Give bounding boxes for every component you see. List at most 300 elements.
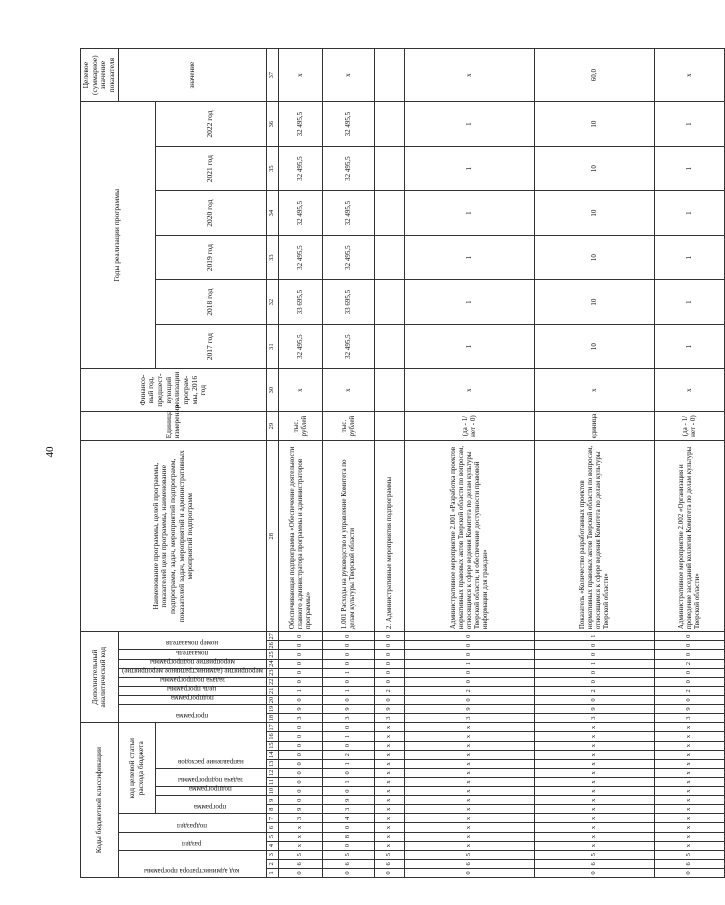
col-number: 11 xyxy=(266,777,278,786)
code-digit: 0 xyxy=(534,668,654,677)
code-digit: х xyxy=(654,759,724,768)
code-digit: 1 xyxy=(322,686,374,695)
code-digit: х xyxy=(534,823,654,832)
col-number: 21 xyxy=(266,686,278,695)
code-digit: х xyxy=(404,732,534,741)
code-digit: 0 xyxy=(654,650,724,659)
col-number: 35 xyxy=(266,146,278,191)
row-unit: тыс. рублей xyxy=(278,411,322,441)
code-digit: 0 xyxy=(278,868,322,877)
code-digit: 0 xyxy=(654,641,724,650)
code-digit: х xyxy=(374,796,404,805)
col-number: 29 xyxy=(266,411,278,441)
code-digit: 0 xyxy=(404,650,534,659)
code-digit: 5 xyxy=(404,850,534,859)
code-digit: 6 xyxy=(322,859,374,868)
code-digit: х xyxy=(404,814,534,823)
table-row xyxy=(374,49,404,878)
code-digit: 0 xyxy=(278,768,322,777)
row-name: Показатель «Количество разработанных проектов нормативных правовых актов Тверской области по вопросам, относящимся к сфере ведения Комитета по делам культуры Тверской области» xyxy=(534,441,654,632)
code-digit: 9 xyxy=(322,796,374,805)
col-number: 3 xyxy=(266,850,278,859)
row-target: х xyxy=(654,49,724,102)
col-number: 7 xyxy=(266,814,278,823)
row-year-value: 32 495,5 xyxy=(278,191,322,236)
hdr-an-indicator-text: показатель xyxy=(175,648,209,657)
row-year-value xyxy=(374,280,404,325)
hdr-section xyxy=(118,832,266,850)
code-digit: х xyxy=(374,777,404,786)
hdr-unit: Единица измерения xyxy=(81,411,267,441)
code-digit: 3 xyxy=(322,714,374,723)
table-row xyxy=(534,49,654,878)
code-digit: х xyxy=(404,823,534,832)
col-number: 32 xyxy=(266,280,278,325)
hdr-y2017: 2017 год xyxy=(155,324,266,369)
hdr-an-program xyxy=(118,704,266,722)
code-digit: 2 xyxy=(322,750,374,759)
row-year-value xyxy=(374,191,404,236)
hdr-subsection-text: подраздел xyxy=(177,821,208,830)
row-unit xyxy=(374,411,404,441)
row-unit: (да - 1/ нет - 0) xyxy=(404,411,534,441)
code-digit: 3 xyxy=(278,814,322,823)
code-digit: х xyxy=(654,814,724,823)
hdr-direction-text: направление расходов xyxy=(177,757,244,766)
hdr-name: Наименование программы, целей программы, показателей цели программы, наименование подпрограмм, задач, мероприятий подпрограмм, показателей задач, мероприятий и административных мероприятий подпрограмм xyxy=(81,441,267,632)
code-digit: х xyxy=(404,750,534,759)
row-year-value: 10 xyxy=(534,280,654,325)
code-digit: 1 xyxy=(322,777,374,786)
row-unit: единица xyxy=(534,411,654,441)
code-digit: 0 xyxy=(278,632,322,641)
col-number: 26 xyxy=(266,641,278,650)
col-number: 15 xyxy=(266,741,278,750)
code-digit: х xyxy=(374,750,404,759)
code-digit: 0 xyxy=(654,668,724,677)
table-row xyxy=(322,49,374,878)
hdr-y2018: 2018 год xyxy=(155,280,266,325)
row-name: 1.001 Расходы на руководство и управление Комитета по делам культуры Тверской области xyxy=(322,441,374,632)
code-digit: 0 xyxy=(404,632,534,641)
code-digit: 0 xyxy=(404,695,534,704)
col-number: 5 xyxy=(266,832,278,841)
hdr-y2021: 2021 год xyxy=(155,146,266,191)
col-number: 34 xyxy=(266,191,278,236)
code-digit: 0 xyxy=(404,641,534,650)
code-digit: х xyxy=(374,841,404,850)
code-digit: 0 xyxy=(278,641,322,650)
hdr-analytic-code: Дополнительный аналитический код xyxy=(81,632,119,723)
hdr-y2022: 2022 год xyxy=(155,102,266,147)
col-number: 27 xyxy=(266,632,278,641)
code-digit: 0 xyxy=(534,695,654,704)
code-digit: 0 xyxy=(374,668,404,677)
code-digit: 2 xyxy=(374,686,404,695)
hdr-subprogram-text: подпрограмма xyxy=(189,785,232,794)
code-digit: 0 xyxy=(278,796,322,805)
code-digit: х xyxy=(654,823,724,832)
code-digit: х xyxy=(534,841,654,850)
col-number: 10 xyxy=(266,787,278,796)
code-digit: х xyxy=(534,768,654,777)
col-number: 4 xyxy=(266,841,278,850)
col-number: 9 xyxy=(266,796,278,805)
code-digit: х xyxy=(654,805,724,814)
row-year-value: 32 495,5 xyxy=(322,102,374,147)
col-number: 1 xyxy=(266,868,278,877)
hdr-admin-code-text: код администратора программы xyxy=(144,867,240,875)
row-unit: тыс. рублей xyxy=(322,411,374,441)
code-digit: х xyxy=(654,768,724,777)
code-digit: 5 xyxy=(534,850,654,859)
hdr-an-indicator-num xyxy=(118,632,266,650)
code-digit: х xyxy=(654,796,724,805)
hdr-program xyxy=(155,796,266,814)
code-digit: 0 xyxy=(534,641,654,650)
code-digit: 4 xyxy=(322,814,374,823)
code-digit: х xyxy=(654,777,724,786)
row-year-value: 32 495,5 xyxy=(278,102,322,147)
row-year-value: 1 xyxy=(654,146,724,191)
row-name: Административное мероприятие 2.002 «Организация и проведение заседаний коллегии Комитета по делам культуры Тверской области» xyxy=(654,441,724,632)
code-digit: 9 xyxy=(278,805,322,814)
row-year-value: 1 xyxy=(404,324,534,369)
row-year-value: 1 xyxy=(404,146,534,191)
code-digit: х xyxy=(404,832,534,841)
code-digit: х xyxy=(404,796,534,805)
row-year-value: 32 495,5 xyxy=(322,146,374,191)
code-digit: 0 xyxy=(322,677,374,686)
code-digit: 0 xyxy=(278,777,322,786)
col-number: 36 xyxy=(266,102,278,147)
code-digit: х xyxy=(404,777,534,786)
code-digit: 9 xyxy=(278,704,322,713)
row-year-value: 1 xyxy=(654,102,724,147)
code-digit: х xyxy=(404,768,534,777)
row-year-value: 1 xyxy=(654,324,724,369)
col-number: 16 xyxy=(266,732,278,741)
row-year-value: 32 495,5 xyxy=(278,235,322,280)
code-digit: х xyxy=(534,750,654,759)
code-digit: 0 xyxy=(322,841,374,850)
code-digit: 1 xyxy=(322,732,374,741)
row-year-value: 1 xyxy=(404,280,534,325)
row-target: х xyxy=(322,49,374,102)
hdr-target: Целевое (суммарное) значение показателя xyxy=(81,49,119,102)
code-digit: 2 xyxy=(654,686,724,695)
code-digit: 3 xyxy=(404,714,534,723)
row-year-value: 32 495,5 xyxy=(322,235,374,280)
col-number: 12 xyxy=(266,768,278,777)
hdr-csr: код целевой статьи расхода бюджета xyxy=(118,723,155,814)
row-year-value: 32 495,5 xyxy=(278,146,322,191)
col-number: 30 xyxy=(266,369,278,411)
code-digit: 5 xyxy=(278,850,322,859)
code-digit: 9 xyxy=(404,704,534,713)
code-digit: х xyxy=(534,741,654,750)
table-row xyxy=(654,49,724,878)
code-digit: х xyxy=(534,814,654,823)
row-target xyxy=(374,49,404,102)
table-row xyxy=(278,49,322,878)
code-digit: 0 xyxy=(654,868,724,877)
row-target: х xyxy=(404,49,534,102)
code-digit: 0 xyxy=(322,868,374,877)
hdr-subsection xyxy=(118,814,266,832)
hdr-admin-code xyxy=(118,850,266,877)
code-digit: 0 xyxy=(278,787,322,796)
code-digit: х xyxy=(654,723,724,732)
hdr-subprogram xyxy=(155,787,266,796)
page-number: 40 xyxy=(44,446,56,458)
code-digit: 0 xyxy=(654,695,724,704)
rotated-table-container xyxy=(80,48,702,878)
code-digit: 6 xyxy=(534,859,654,868)
code-digit: х xyxy=(654,741,724,750)
code-digit: 0 xyxy=(374,632,404,641)
code-digit: 0 xyxy=(322,650,374,659)
code-digit: х xyxy=(534,805,654,814)
code-digit: 0 xyxy=(374,659,404,668)
code-digit: 0 xyxy=(534,650,654,659)
row-year-value: 32 495,5 xyxy=(278,324,322,369)
code-digit: 0 xyxy=(374,677,404,686)
code-digit: 0 xyxy=(278,732,322,741)
code-digit: 1 xyxy=(322,759,374,768)
code-digit: х xyxy=(534,723,654,732)
code-digit: 0 xyxy=(278,741,322,750)
row-year-value: 1 xyxy=(404,191,534,236)
hdr-years: Годы реализации программы xyxy=(81,102,156,369)
code-digit: 0 xyxy=(654,632,724,641)
hdr-an-event-text: мероприятие (административное мероприятие) xyxy=(121,666,263,675)
code-digit: 0 xyxy=(322,787,374,796)
code-digit: х xyxy=(654,732,724,741)
code-digit: 0 xyxy=(374,695,404,704)
code-digit: х xyxy=(278,823,322,832)
hdr-task-subprogram xyxy=(155,768,266,786)
hdr-an-event-sub-text: мероприятие подпрограммы xyxy=(149,657,235,666)
hdr-y2020: 2020 год xyxy=(155,191,266,236)
code-digit: х xyxy=(404,805,534,814)
row-base: х xyxy=(654,369,724,411)
code-digit: 2 xyxy=(404,686,534,695)
hdr-an-subprogram-text: подпрограмма xyxy=(170,693,214,702)
code-digit: 3 xyxy=(322,805,374,814)
code-digit: х xyxy=(654,787,724,796)
code-digit: 5 xyxy=(374,850,404,859)
hdr-direction xyxy=(155,723,266,769)
code-digit: 8 xyxy=(322,832,374,841)
col-number: 37 xyxy=(266,49,278,102)
row-year-value: 1 xyxy=(654,280,724,325)
code-digit: 0 xyxy=(404,677,534,686)
code-digit: 1 xyxy=(534,632,654,641)
row-base: х xyxy=(534,369,654,411)
code-digit: 0 xyxy=(322,632,374,641)
row-year-value: 10 xyxy=(534,235,654,280)
code-digit: х xyxy=(374,732,404,741)
row-name: 2. Административные мероприятия подпрограммы xyxy=(374,441,404,632)
hdr-an-task-program-text: цель программы xyxy=(167,684,217,693)
row-base: х xyxy=(404,369,534,411)
row-year-value: 10 xyxy=(534,146,654,191)
code-digit: х xyxy=(278,832,322,841)
hdr-task-subprogram-text: задача подпрограммы xyxy=(178,776,244,785)
code-digit: 9 xyxy=(654,704,724,713)
hdr-an-program-text: программа xyxy=(175,712,209,721)
row-year-value xyxy=(374,235,404,280)
code-digit: х xyxy=(534,832,654,841)
col-number: 8 xyxy=(266,805,278,814)
row-base: х xyxy=(278,369,322,411)
code-digit: 0 xyxy=(278,659,322,668)
code-digit: х xyxy=(534,796,654,805)
code-digit: 0 xyxy=(534,677,654,686)
code-digit: 0 xyxy=(322,641,374,650)
col-number: 28 xyxy=(266,441,278,632)
code-digit: 0 xyxy=(534,868,654,877)
code-digit: 0 xyxy=(374,868,404,877)
row-year-value: 32 495,5 xyxy=(322,191,374,236)
row-base xyxy=(374,369,404,411)
code-digit: 0 xyxy=(278,695,322,704)
code-digit: х xyxy=(374,805,404,814)
code-digit: 3 xyxy=(534,714,654,723)
row-year-value: 1 xyxy=(654,235,724,280)
row-year-value: 1 xyxy=(404,235,534,280)
code-digit: х xyxy=(534,787,654,796)
code-digit: 1 xyxy=(322,668,374,677)
row-year-value: 1 xyxy=(404,102,534,147)
hdr-an-task-sub-text: задача подпрограммы xyxy=(159,675,225,684)
col-number: 13 xyxy=(266,759,278,768)
code-digit: 5 xyxy=(654,850,724,859)
hdr-an-indicator-num-text: номер показателя xyxy=(165,639,219,648)
col-number: 2 xyxy=(266,859,278,868)
code-digit: х xyxy=(374,723,404,732)
code-digit: х xyxy=(374,768,404,777)
code-digit: 2 xyxy=(534,686,654,695)
code-digit: 0 xyxy=(278,650,322,659)
code-digit: х xyxy=(374,814,404,823)
row-target: 60,0 xyxy=(534,49,654,102)
code-digit: 1 xyxy=(404,659,534,668)
col-number: 33 xyxy=(266,235,278,280)
code-digit: х xyxy=(654,832,724,841)
row-base: х xyxy=(322,369,374,411)
col-number: 20 xyxy=(266,695,278,704)
row-unit: (да - 1/ нет - 0) xyxy=(654,411,724,441)
code-digit: х xyxy=(534,732,654,741)
program-table xyxy=(80,48,725,878)
code-digit: х xyxy=(404,723,534,732)
code-digit: 2 xyxy=(654,659,724,668)
col-number: 22 xyxy=(266,677,278,686)
code-digit: 0 xyxy=(404,668,534,677)
col-number: 14 xyxy=(266,750,278,759)
code-digit: 9 xyxy=(322,704,374,713)
code-digit: 0 xyxy=(278,759,322,768)
hdr-budget-codes: Коды бюджетной классификации xyxy=(81,723,119,878)
code-digit: х xyxy=(404,841,534,850)
row-year-value xyxy=(374,146,404,191)
code-digit: х xyxy=(374,787,404,796)
code-digit: 0 xyxy=(278,677,322,686)
code-digit: 0 xyxy=(374,650,404,659)
code-digit: х xyxy=(374,741,404,750)
col-number: 17 xyxy=(266,723,278,732)
row-year-value: 32 495,5 xyxy=(322,324,374,369)
code-digit: 5 xyxy=(322,850,374,859)
row-name: Обеспечивающая подпрограмма «Обеспечение деятельности главного администратора программы и администраторов программы» xyxy=(278,441,322,632)
col-number: 23 xyxy=(266,668,278,677)
row-year-value: 10 xyxy=(534,324,654,369)
code-digit: 0 xyxy=(322,768,374,777)
code-digit: 0 xyxy=(322,823,374,832)
code-digit: х xyxy=(654,750,724,759)
code-digit: х xyxy=(534,759,654,768)
hdr-target-value: значение xyxy=(118,49,266,102)
code-digit: х xyxy=(278,841,322,850)
col-number: 19 xyxy=(266,704,278,713)
code-digit: 0 xyxy=(278,668,322,677)
code-digit: 0 xyxy=(322,659,374,668)
code-digit: 0 xyxy=(278,750,322,759)
row-year-value xyxy=(374,324,404,369)
row-name: Административное мероприятие 2.001 «Разработка проектов нормативных правовых актов Тверской области по вопросам, относящимся к сфере ведения Комитета по делам культуры Тверской области, и обеспечение доступности правовой информации для граждан» xyxy=(404,441,534,632)
code-digit: 3 xyxy=(278,714,322,723)
code-digit: х xyxy=(404,741,534,750)
col-number: 25 xyxy=(266,650,278,659)
row-year-value: 10 xyxy=(534,191,654,236)
code-digit: 0 xyxy=(322,723,374,732)
code-digit: х xyxy=(654,841,724,850)
row-target: х xyxy=(278,49,322,102)
hdr-fin-year: Финансо-вый год, предшест-вующий реализации програм-мы, 2016 год xyxy=(81,369,267,411)
row-year-value: 1 xyxy=(654,191,724,236)
code-digit: 0 xyxy=(322,741,374,750)
hdr-y2019: 2019 год xyxy=(155,235,266,280)
code-digit: х xyxy=(404,759,534,768)
code-digit: 9 xyxy=(534,704,654,713)
code-digit: х xyxy=(374,759,404,768)
table-row xyxy=(404,49,534,878)
col-number: 24 xyxy=(266,659,278,668)
col-number: 6 xyxy=(266,823,278,832)
code-digit: 6 xyxy=(654,859,724,868)
code-digit: 1 xyxy=(278,686,322,695)
code-digit: 3 xyxy=(374,714,404,723)
row-year-value xyxy=(374,102,404,147)
code-digit: 0 xyxy=(322,695,374,704)
code-digit: х xyxy=(374,832,404,841)
hdr-an-subprogram xyxy=(118,695,266,704)
row-year-value: 33 695,5 xyxy=(278,280,322,325)
code-digit: 9 xyxy=(374,704,404,713)
code-digit: 6 xyxy=(278,859,322,868)
col-number: 31 xyxy=(266,324,278,369)
code-digit: 0 xyxy=(374,641,404,650)
code-digit: 0 xyxy=(404,868,534,877)
col-number: 18 xyxy=(266,714,278,723)
hdr-section-text: раздел xyxy=(182,839,202,848)
code-digit: 1 xyxy=(534,659,654,668)
code-digit: 6 xyxy=(404,859,534,868)
code-digit: 0 xyxy=(654,677,724,686)
row-year-value: 33 695,5 xyxy=(322,280,374,325)
